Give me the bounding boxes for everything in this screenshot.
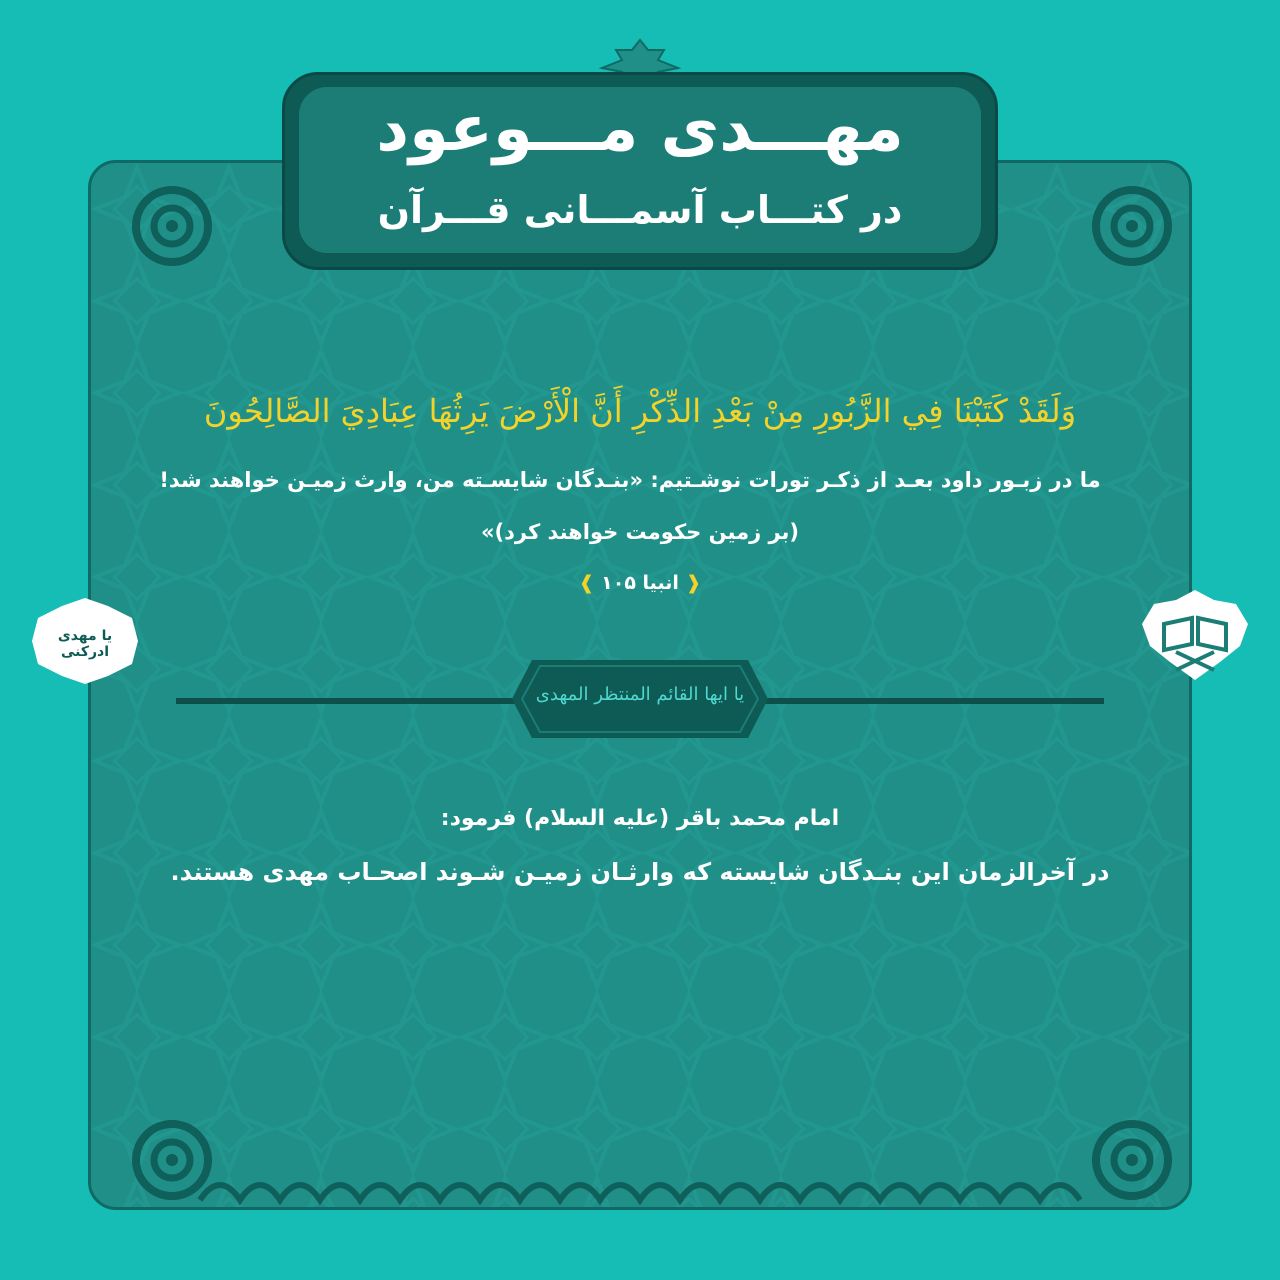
quran-verse: وَلَقَدْ كَتَبْنَا فِي الزَّبُورِ مِنْ بَعْدِ الذِّكْرِ أَنَّ الْأَرْضَ يَرِثُهَا عِبَادِيَ الصَّالِحُونَ [203,392,1077,430]
verse-reference-text: انبیا ۱۰۵ [601,572,679,594]
hadith-speaker: امام محمد باقر (علیه السلام) فرمود: [440,806,840,831]
ornament-bracket-right: ❰ [685,572,702,594]
ornament-bracket-left: ❱ [578,572,595,594]
page-title: مهـــدی مـــوعود [376,92,904,166]
logo-left-text: یا مهدی ادرکنی [57,628,113,660]
page-subtitle: در کتـــاب آسمـــانی قـــرآن [377,188,903,232]
verse-translation-line2: (بر زمین حکومت خواهند کرد)» [480,520,800,544]
quran-stand-icon [1136,588,1254,686]
hadith-text: در آخرالزمان این بنـدگان شایسته که وارثـان زمیـن شـوند اصحـاب مهدی هستند. [170,858,1110,886]
verse-translation-line1: ما در زبـور داود بعـد از ذکـر تورات نوشـتیم: «بنـدگان شایسـته من، وارث زمیـن خواهند شد! [159,468,1101,492]
bottom-ornament-band [110,1140,1170,1230]
verse-reference [0,572,1280,594]
calligraphy-text: یا ایها القائم المنتظر المهدی [535,684,745,705]
